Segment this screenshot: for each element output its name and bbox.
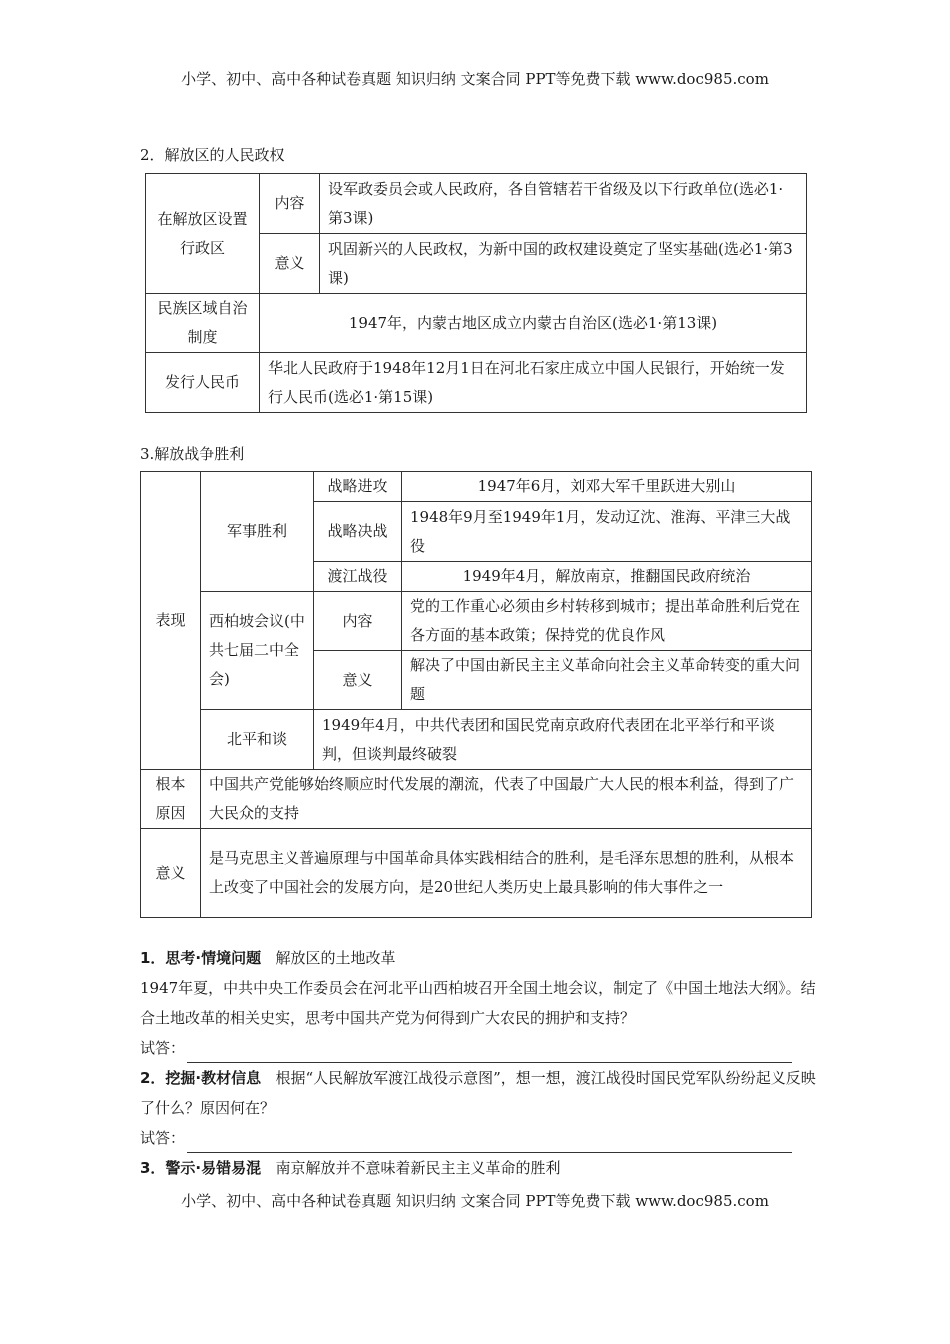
cell-significance: 是马克思主义普遍原理与中国革命具体实践相结合的胜利，是毛泽东思想的胜利，从根本上改变了中国社会的发展方向，是20世纪人类历史上最具影响的伟大事件之一	[201, 829, 812, 918]
cell-strategic-decisive: 1948年9月至1949年1月，发动辽沈、淮海、平津三大战役	[402, 502, 812, 562]
page-header: 小学、初中、高中各种试卷真题 知识归纳 文案合同 PPT等免费下载 www.doc985.com	[181, 70, 769, 88]
label-military-victory: 军事胜利	[201, 472, 314, 592]
question-1-topic: 解放区的土地改革	[275, 949, 396, 967]
question-3-label: 3．警示·易错易混	[140, 1159, 262, 1177]
label-xibaipo-content: 内容	[314, 592, 402, 651]
label-significance: 意义	[141, 829, 201, 918]
cell-xibaipo-content: 党的工作重心必须由乡村转移到城市；提出革命胜利后党在各方面的基本政策；保持党的优良作风	[402, 592, 812, 651]
question-1	[140, 943, 820, 1063]
people-government-table	[145, 173, 807, 413]
label-river-crossing: 渡江战役	[314, 562, 402, 592]
cell-ethnic-autonomy: 1947年，内蒙古地区成立内蒙古自治区(选必1·第13课)	[260, 294, 807, 353]
question-2	[140, 1063, 820, 1153]
cell-xibaipo-meaning: 解决了中国由新民主主义革命向社会主义革命转变的重大问题	[402, 651, 812, 710]
question-1-label: 1．思考·情境问题	[140, 949, 262, 967]
question-2-body: 根据“人民解放军渡江战役示意图”，想一想，渡江战役时国民党军队纷纷起义反映了什么？原因何在？	[140, 1069, 816, 1117]
answer-line-2[interactable]	[187, 1134, 792, 1153]
label-strategic-offensive: 战略进攻	[314, 472, 402, 502]
row-label-rmb: 发行人民币	[146, 353, 260, 413]
answer-label: 试答：	[140, 1039, 186, 1057]
cell-strategic-offensive: 1947年6月，刘邓大军千里跃进大别山	[402, 472, 812, 502]
question-3-body: 南京解放并不意味着新民主主义革命的胜利	[275, 1159, 561, 1177]
row-label-admin-region: 在解放区设置行政区	[146, 174, 260, 294]
cell-beiping-talks: 1949年4月，中共代表团和国民党南京政府代表团在北平举行和平谈判，但谈判最终破裂	[314, 710, 812, 770]
page-footer: 小学、初中、高中各种试卷真题 知识归纳 文案合同 PPT等免费下载 www.doc985.com	[181, 1192, 769, 1210]
liberation-war-table	[140, 471, 812, 918]
section-3-title: 3.解放战争胜利	[140, 445, 245, 463]
answer-row-1	[140, 1033, 820, 1063]
answer-row-2	[140, 1123, 820, 1153]
question-2-label: 2．挖掘·教材信息	[140, 1069, 262, 1087]
row-label-content: 内容	[260, 174, 320, 234]
label-xibaipo-meaning: 意义	[314, 651, 402, 710]
cell-river-crossing: 1949年4月，解放南京，推翻国民政府统治	[402, 562, 812, 592]
cell-root-cause: 中国共产党能够始终顺应时代发展的潮流，代表了中国最广大人民的根本利益，得到了广大民众的支持	[201, 770, 812, 829]
label-root-cause: 根本原因	[141, 770, 201, 829]
answer-line-1[interactable]	[187, 1044, 792, 1063]
label-xibaipo-meeting: 西柏坡会议(中共七届二中全会)	[201, 592, 314, 710]
cell-admin-content: 设军政委员会或人民政府，各自管辖若干省级及以下行政单位(选必1·第3课)	[320, 174, 807, 234]
cell-admin-meaning: 巩固新兴的人民政权，为新中国的政权建设奠定了坚实基础(选必1·第3课)	[320, 234, 807, 294]
row-label-ethnic-autonomy: 民族区域自治制度	[146, 294, 260, 353]
label-biaoxian: 表现	[141, 472, 201, 770]
cell-rmb: 华北人民政府于1948年12月1日在河北石家庄成立中国人民银行，开始统一发行人民币(选必1·第15课)	[260, 353, 807, 413]
question-1-body: 1947年夏，中共中央工作委员会在河北平山西柏坡召开全国土地会议，制定了《中国土地法大纲》。结合土地改革的相关史实，思考中国共产党为何得到广大农民的拥护和支持？	[140, 979, 816, 1027]
question-3	[140, 1153, 820, 1183]
answer-label: 试答：	[140, 1129, 186, 1147]
row-label-meaning: 意义	[260, 234, 320, 294]
section-2-title: 2．解放区的人民政权	[140, 146, 285, 164]
label-strategic-decisive: 战略决战	[314, 502, 402, 562]
label-beiping-talks: 北平和谈	[201, 710, 314, 770]
